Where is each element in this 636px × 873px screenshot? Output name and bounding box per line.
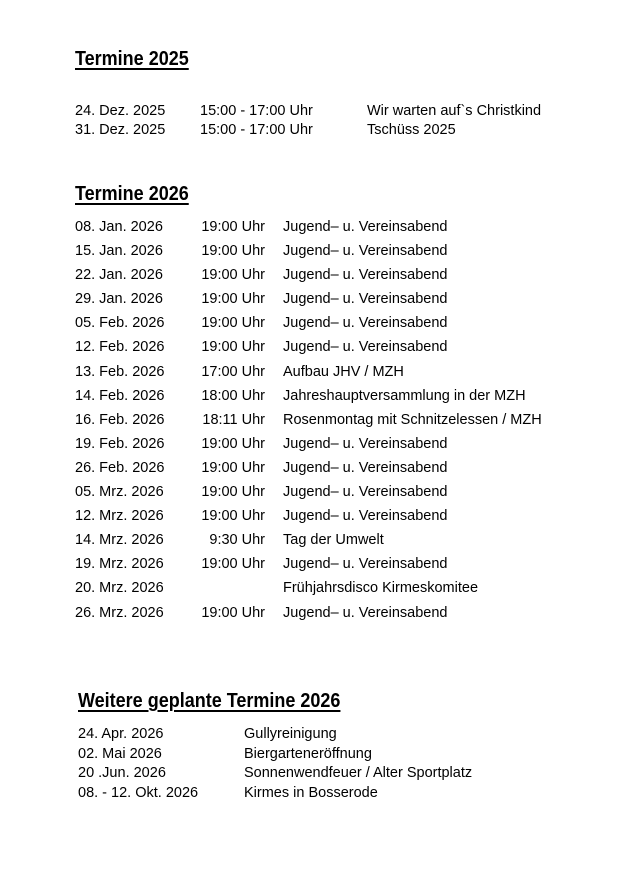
event-date: 20 .Jun. 2026: [78, 765, 166, 781]
event-date: 05. Mrz. 2026: [75, 484, 164, 501]
event-date: 19. Feb. 2026: [75, 435, 165, 452]
event-date: 16. Feb. 2026: [75, 411, 165, 428]
event-time: 19:00 Uhr: [201, 459, 265, 476]
event-date: 26. Feb. 2026: [75, 459, 165, 476]
event-date: 22. Jan. 2026: [75, 267, 163, 284]
event-time: 19:00 Uhr: [201, 435, 265, 452]
event-date: 08. Jan. 2026: [75, 219, 163, 235]
event-date: 14. Feb. 2026: [75, 387, 165, 404]
event-title: Kirmes in Bosserode: [244, 784, 378, 801]
event-time: 15:00 - 17:00 Uhr: [200, 103, 313, 119]
event-time: 9:30 Uhr: [209, 532, 265, 549]
event-time: 17:00 Uhr: [201, 363, 265, 380]
event-title: Biergarteneröffnung: [244, 745, 372, 762]
event-title: Jugend– u. Vereinsabend: [283, 484, 448, 501]
event-time: 19:00 Uhr: [201, 315, 265, 332]
event-title: Sonnenwendfeuer / Alter Sportplatz: [244, 765, 473, 781]
event-date: 13. Feb. 2026: [75, 363, 165, 380]
event-date: 24. Apr. 2026: [78, 726, 164, 742]
event-title: Jugend– u. Vereinsabend: [283, 267, 448, 284]
event-title: Frühjahrsdisco Kirmeskomitee: [283, 580, 479, 597]
event-time: 19:00 Uhr: [201, 243, 265, 260]
event-title: Jugend– u. Vereinsabend: [283, 339, 448, 356]
event-date: 02. Mai 2026: [78, 745, 162, 762]
event-time: 19:00 Uhr: [201, 604, 265, 621]
event-date: 05. Feb. 2026: [75, 315, 165, 332]
event-time: 19:00 Uhr: [201, 508, 265, 525]
event-title: Jugend– u. Vereinsabend: [283, 291, 448, 308]
event-title: Rosenmontag mit Schnitzelessen / MZH: [283, 411, 542, 428]
event-time: 18:11 Uhr: [202, 411, 265, 428]
event-date: 31. Dez. 2025: [75, 122, 166, 138]
event-title: Jugend– u. Vereinsabend: [283, 435, 448, 452]
heading-termine-2026: Termine 2026: [75, 183, 189, 205]
event-title: Jugend– u. Vereinsabend: [283, 243, 448, 260]
event-time: 19:00 Uhr: [201, 339, 265, 356]
event-date: 15. Jan. 2026: [75, 243, 163, 260]
event-title: Jugend– u. Vereinsabend: [283, 556, 448, 573]
heading-termine-2025: Termine 2025: [75, 48, 189, 70]
event-title: Gullyreinigung: [244, 726, 337, 742]
event-title: Jugend– u. Vereinsabend: [283, 508, 448, 525]
event-time: 19:00 Uhr: [201, 484, 265, 501]
event-title: Jugend– u. Vereinsabend: [283, 604, 448, 621]
event-title: Jugend– u. Vereinsabend: [283, 315, 448, 332]
event-time: 19:00 Uhr: [201, 291, 265, 308]
event-title: Jugend– u. Vereinsabend: [283, 219, 448, 235]
event-date: 12. Feb. 2026: [75, 339, 165, 356]
event-title: Tag der Umwelt: [283, 532, 384, 549]
event-title: Aufbau JHV / MZH: [283, 363, 404, 380]
event-date: 12. Mrz. 2026: [75, 508, 164, 525]
event-title: Jugend– u. Vereinsabend: [283, 459, 448, 476]
event-time: 19:00 Uhr: [201, 267, 265, 284]
event-time: 19:00 Uhr: [201, 556, 265, 573]
event-title: Tschüss 2025: [367, 122, 456, 138]
event-date: 14. Mrz. 2026: [75, 532, 164, 549]
event-time: 15:00 - 17:00 Uhr: [200, 122, 313, 138]
heading-weitere-termine-2026: Weitere geplante Termine 2026: [78, 690, 341, 712]
event-date: 08. - 12. Okt. 2026: [78, 784, 199, 801]
event-time: 19:00 Uhr: [201, 219, 265, 235]
event-title: Wir warten auf`s Christkind: [367, 103, 542, 119]
event-date: 24. Dez. 2025: [75, 103, 166, 119]
event-date: 20. Mrz. 2026: [75, 580, 164, 597]
event-date: 29. Jan. 2026: [75, 291, 163, 308]
event-date: 26. Mrz. 2026: [75, 604, 164, 621]
event-time: 18:00 Uhr: [201, 387, 265, 404]
event-title: Jahreshauptversammlung in der MZH: [283, 387, 526, 404]
event-date: 19. Mrz. 2026: [75, 556, 164, 573]
